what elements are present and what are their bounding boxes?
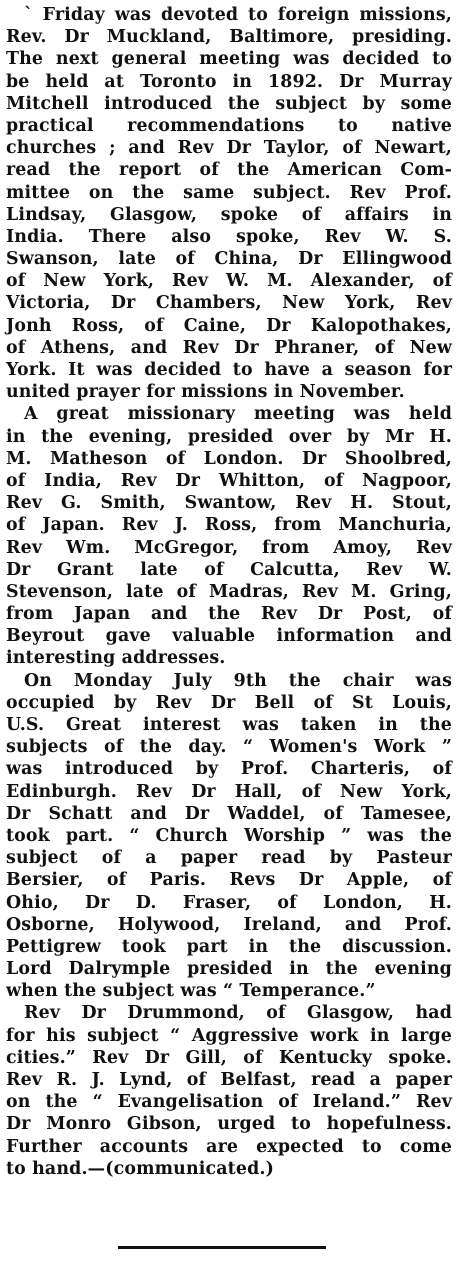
text-line: Jonh Ross, of Caine, Dr Kalopothakes, bbox=[6, 315, 452, 336]
text-line: practical recommendations to native bbox=[6, 115, 453, 136]
text-line: Ohio, Dr D. Fraser, of London, H. bbox=[6, 892, 452, 913]
text-line: Pettigrew took part in the discussion. bbox=[6, 936, 452, 957]
text-line: of Athens, and Rev Dr Phraner, of New bbox=[6, 337, 453, 358]
text-line: subject of a paper read by Pasteur bbox=[6, 848, 452, 869]
text-line: of Japan. Rev J. Ross, from Manchuria, bbox=[6, 515, 453, 536]
text-line: A great missionary meeting was held bbox=[24, 404, 453, 425]
text-line: Dr Schatt and Dr Waddel, of Tamesee, bbox=[6, 803, 453, 824]
text-line: when the subject was “ Temperance.” bbox=[6, 981, 376, 1002]
text-line: U.S. Great interest was taken in the bbox=[6, 715, 452, 735]
text-line: for his subject “ Aggressive work in large bbox=[6, 1025, 452, 1046]
text-line: Further accounts are expected to come bbox=[6, 1136, 453, 1157]
text-line: cities.” Rev Dr Gill, of Kentucky spoke. bbox=[6, 1047, 452, 1068]
text-line: ` Friday was devoted to foreign missions, bbox=[24, 5, 452, 25]
text-line: India. There also spoke, Rev W. S. bbox=[6, 226, 452, 247]
text-line: Dr Monro Gibson, urged to hopefulness. bbox=[6, 1114, 452, 1135]
paragraph bbox=[6, 4, 452, 403]
text-line: M. Matheson of London. Dr Shoolbred, bbox=[6, 448, 452, 469]
text-line: Dr Grant late of Calcutta, Rev W. bbox=[6, 559, 452, 580]
text-line: took part. “ Church Worship ” was the bbox=[6, 825, 453, 846]
paragraph bbox=[6, 670, 452, 1003]
text-line: Rev Wm. McGregor, from Amoy, Rev bbox=[6, 537, 453, 558]
text-line: Victoria, Dr Chambers, New York, Rev bbox=[6, 293, 452, 314]
text-line: mittee on the same subject. Rev Prof. bbox=[6, 182, 453, 203]
text-line: read the report of the American Com- bbox=[6, 160, 453, 181]
text-line: in the evening, presided over by Mr H. bbox=[6, 426, 452, 447]
text-line: on the “ Evangelisation of Ireland.” Rev bbox=[6, 1092, 453, 1113]
text-line: was introduced by Prof. Charteris, of bbox=[6, 759, 452, 780]
closing-rule bbox=[118, 1246, 326, 1249]
text-line: Rev R. J. Lynd, of Belfast, read a paper bbox=[6, 1070, 453, 1090]
article-body bbox=[6, 4, 452, 1180]
text-line: Lord Dalrymple presided in the evening bbox=[6, 959, 452, 980]
text-line: Rev. Dr Muckland, Baltimore, presiding. bbox=[6, 27, 453, 48]
text-line: On Monday July 9th the chair was bbox=[24, 670, 453, 691]
text-line: occupied by Rev Dr Bell of St Louis, bbox=[6, 692, 452, 713]
paragraph bbox=[6, 1002, 452, 1180]
text-line: York. It was decided to have a season for bbox=[6, 360, 453, 380]
text-line: united prayer for missions in November. bbox=[6, 382, 405, 403]
text-line: to hand.—(communicated.) bbox=[6, 1158, 274, 1179]
text-line: of India, Rev Dr Whitton, of Nagpoor, bbox=[6, 470, 452, 491]
article-column bbox=[6, 4, 452, 1180]
text-line: Swanson, late of China, Dr Ellingwood bbox=[6, 249, 453, 270]
text-line: The next general meeting was decided to bbox=[6, 49, 453, 70]
text-line: be held at Toronto in 1892. Dr Murray bbox=[6, 71, 453, 92]
text-line: Edinburgh. Rev Dr Hall, of New York, bbox=[6, 781, 452, 802]
text-line: churches ; and Rev Dr Taylor, of Newart, bbox=[6, 138, 452, 159]
text-line: Beyrout gave valuable information and bbox=[6, 626, 452, 647]
text-line: Mitchell introduced the subject by some bbox=[6, 93, 453, 114]
paragraph bbox=[6, 403, 452, 669]
text-line: from Japan and the Rev Dr Post, of bbox=[6, 604, 452, 625]
text-line: Bersier, of Paris. Revs Dr Apple, of bbox=[6, 870, 452, 891]
text-line: subjects of the day. “ Women's Work ” bbox=[6, 737, 452, 758]
text-line: Rev Dr Drummond, of Glasgow, had bbox=[24, 1003, 453, 1024]
text-line: Rev G. Smith, Swantow, Rev H. Stout, bbox=[6, 493, 452, 514]
text-line: interesting addresses. bbox=[6, 648, 226, 669]
text-line: Osborne, Holywood, Ireland, and Prof. bbox=[6, 914, 452, 935]
text-line: Lindsay, Glasgow, spoke of affairs in bbox=[6, 204, 452, 225]
text-line: Stevenson, late of Madras, Rev M. Gring, bbox=[6, 581, 452, 602]
text-line: of New York, Rev W. M. Alexander, of bbox=[6, 271, 453, 292]
